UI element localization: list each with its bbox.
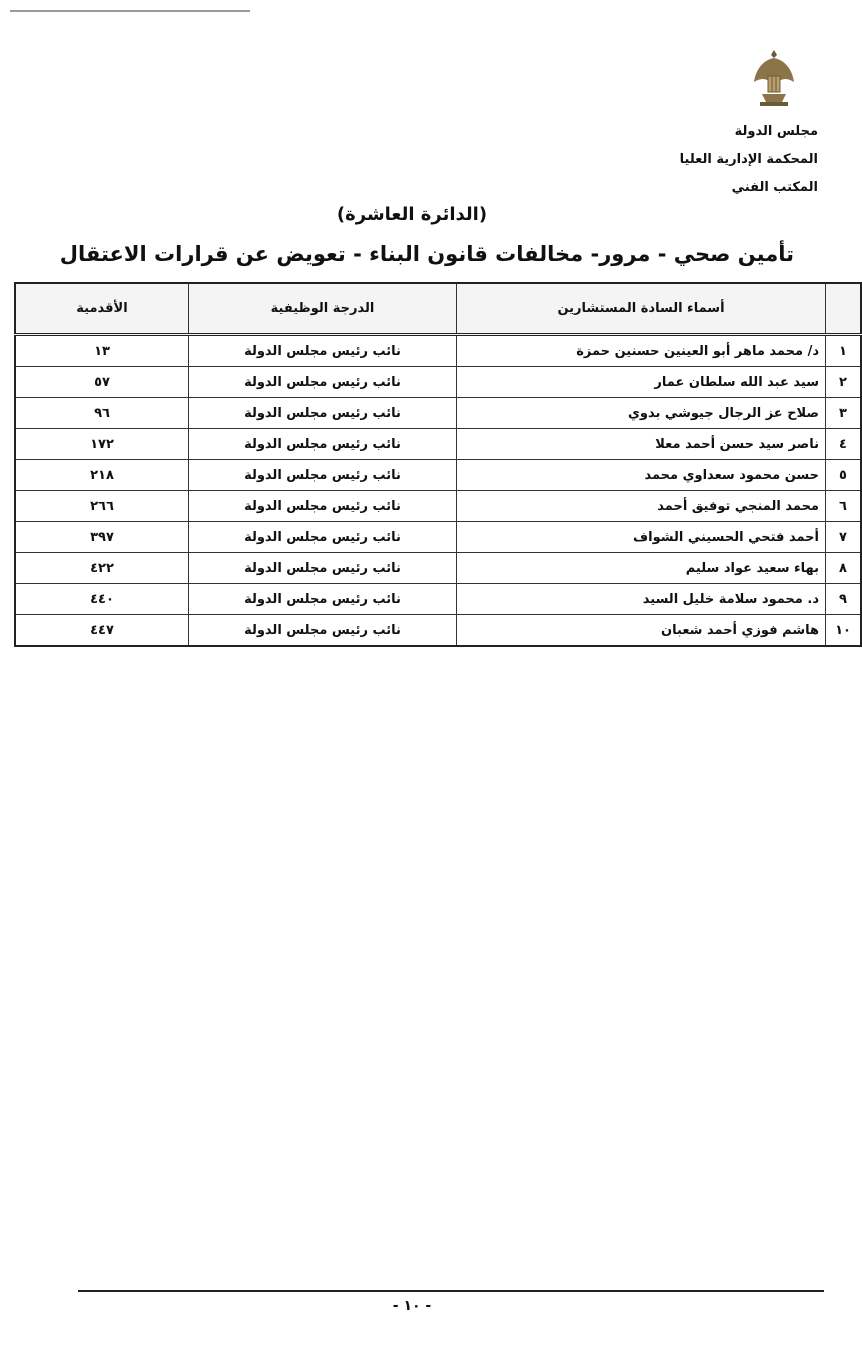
- row-number: ١٠: [826, 615, 862, 647]
- row-seniority: ١٧٢: [15, 429, 189, 460]
- row-title: نائب رئيس مجلس الدولة: [189, 522, 457, 553]
- table-row: [15, 429, 861, 460]
- header-number: [826, 283, 862, 335]
- table-row: [15, 615, 861, 647]
- row-number: ٢: [826, 367, 862, 398]
- top-divider: [10, 10, 250, 12]
- row-number: ٧: [826, 522, 862, 553]
- table-header-row: [15, 283, 861, 335]
- row-seniority: ١٣: [15, 335, 189, 367]
- org-line-court: المحكمة الإدارية العليا: [679, 152, 818, 167]
- row-title: نائب رئيس مجلس الدولة: [189, 615, 457, 647]
- row-seniority: ٢٦٦: [15, 491, 189, 522]
- header-seniority: الأقدمية: [15, 283, 189, 335]
- org-line-office: المكتب الفني: [731, 180, 818, 195]
- row-name: أحمد فتحي الحسيني الشواف: [457, 522, 826, 553]
- row-number: ٩: [826, 584, 862, 615]
- row-title: نائب رئيس مجلس الدولة: [189, 460, 457, 491]
- row-seniority: ٤٤٠: [15, 584, 189, 615]
- row-number: ٨: [826, 553, 862, 584]
- page-number: - ١٠ -: [392, 1298, 432, 1314]
- org-line-council: مجلس الدولة: [734, 124, 818, 139]
- row-title: نائب رئيس مجلس الدولة: [189, 335, 457, 367]
- row-name: سيد عبد الله سلطان عمار: [457, 367, 826, 398]
- row-title: نائب رئيس مجلس الدولة: [189, 553, 457, 584]
- row-title: نائب رئيس مجلس الدولة: [189, 367, 457, 398]
- row-seniority: ٣٩٧: [15, 522, 189, 553]
- row-number: ٥: [826, 460, 862, 491]
- row-name: حسن محمود سعداوي محمد: [457, 460, 826, 491]
- row-seniority: ٩٦: [15, 398, 189, 429]
- table-row: [15, 553, 861, 584]
- table-row: [15, 398, 861, 429]
- row-name: ناصر سيد حسن أحمد معلا: [457, 429, 826, 460]
- row-number: ١: [826, 335, 862, 367]
- row-name: بهاء سعيد عواد سليم: [457, 553, 826, 584]
- row-seniority: ٤٢٢: [15, 553, 189, 584]
- table-row: [15, 460, 861, 491]
- table-row: [15, 367, 861, 398]
- row-seniority: ٤٤٧: [15, 615, 189, 647]
- table-row: [15, 335, 861, 367]
- organization-header: [618, 118, 818, 202]
- header-title: الدرجة الوظيفية: [189, 283, 457, 335]
- row-seniority: ٥٧: [15, 367, 189, 398]
- row-seniority: ٢١٨: [15, 460, 189, 491]
- row-title: نائب رئيس مجلس الدولة: [189, 584, 457, 615]
- table-row: [15, 584, 861, 615]
- row-name: د. محمود سلامة خليل السيد: [457, 584, 826, 615]
- row-name: محمد المنجي توفيق أحمد: [457, 491, 826, 522]
- table-row: [15, 522, 861, 553]
- row-number: ٣: [826, 398, 862, 429]
- row-name: هاشم فوزي أحمد شعبان: [457, 615, 826, 647]
- row-number: ٦: [826, 491, 862, 522]
- judges-table: [14, 282, 862, 647]
- footer-divider: [78, 1290, 824, 1292]
- header-names: أسماء السادة المستشارين: [457, 283, 826, 335]
- eagle-emblem-icon: [752, 48, 796, 108]
- row-name: صلاح عز الرجال جيوشي بدوي: [457, 398, 826, 429]
- row-name: د/ محمد ماهر أبو العينين حسنين حمزة: [457, 335, 826, 367]
- row-title: نائب رئيس مجلس الدولة: [189, 491, 457, 522]
- circuit-title: (الدائرة العاشرة): [336, 204, 488, 225]
- row-title: نائب رئيس مجلس الدولة: [189, 398, 457, 429]
- subject-title: تأمين صحي - مرور- مخالفات قانون البناء - تعويض عن قرارات الاعتقال: [59, 242, 794, 266]
- row-title: نائب رئيس مجلس الدولة: [189, 429, 457, 460]
- row-number: ٤: [826, 429, 862, 460]
- table-row: [15, 491, 861, 522]
